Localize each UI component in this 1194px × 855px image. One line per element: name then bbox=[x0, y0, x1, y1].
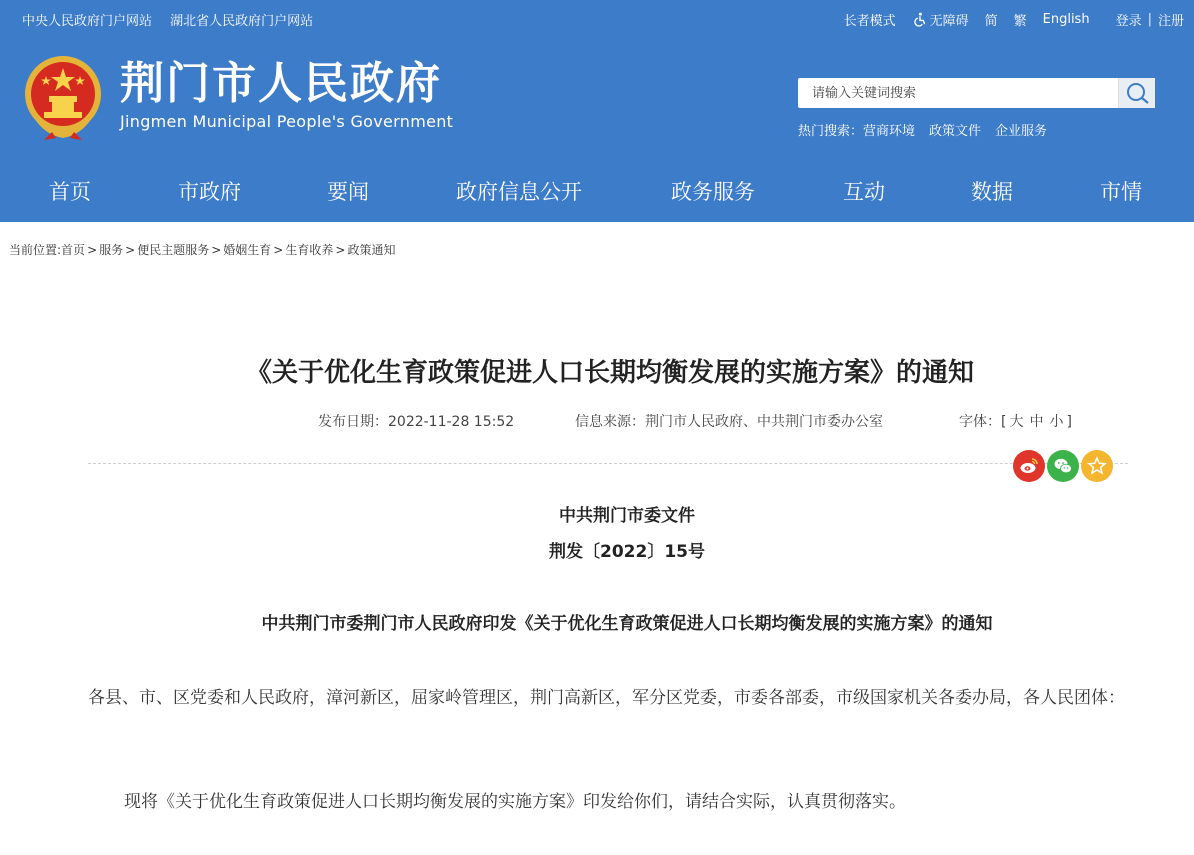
breadcrumb-separator: > bbox=[87, 243, 98, 257]
wechat-icon bbox=[1053, 456, 1073, 476]
breadcrumb-separator: > bbox=[335, 243, 346, 257]
title-divider bbox=[88, 463, 1128, 464]
main-nav bbox=[0, 168, 1194, 212]
site-title-english: Jingmen Municipal People's Government bbox=[120, 112, 454, 131]
favorite-button[interactable] bbox=[1081, 450, 1113, 482]
star-icon bbox=[1087, 456, 1107, 476]
font-size-large-button[interactable]: 大 bbox=[1009, 414, 1024, 430]
info-source: 信息来源：荆门市人民政府、中共荆门市委办公室 bbox=[575, 414, 883, 430]
article-paragraph: 现将《关于优化生育政策促进人口长期均衡发展的实施方案》印发给你们，请结合实际，认真贯彻落实。 bbox=[124, 792, 906, 812]
breadcrumb-separator: > bbox=[125, 243, 136, 257]
nav-item-interaction[interactable]: 互动 bbox=[843, 180, 885, 204]
login-register-separator: | bbox=[1147, 12, 1152, 27]
share-weibo-button[interactable] bbox=[1013, 450, 1045, 482]
link-central-gov[interactable]: 中央人民政府门户网站 bbox=[22, 14, 153, 29]
accessibility-icon bbox=[912, 12, 927, 27]
link-hubei-gov[interactable]: 湖北省人民政府门户网站 bbox=[170, 14, 314, 29]
nav-item-city-info[interactable]: 市情 bbox=[1100, 180, 1142, 204]
nav-item-data[interactable]: 数据 bbox=[971, 180, 1013, 204]
national-emblem-icon[interactable] bbox=[22, 54, 104, 140]
font-size-control bbox=[959, 411, 1072, 431]
breadcrumb-item[interactable]: 首页 bbox=[61, 243, 86, 257]
breadcrumb bbox=[9, 241, 395, 258]
nav-item-news[interactable]: 要闻 bbox=[327, 180, 369, 204]
topbar-links bbox=[22, 10, 327, 29]
breadcrumb-item[interactable]: 婚姻生育 bbox=[223, 243, 272, 257]
breadcrumb-item[interactable]: 政策通知 bbox=[347, 243, 396, 257]
english-link[interactable]: English bbox=[1042, 12, 1090, 27]
accessibility-label: 无障碍 bbox=[929, 14, 969, 29]
document-subtitle: 中共荆门市委荆门市人民政府印发《关于优化生育政策促进人口长期均衡发展的实施方案》的通知 bbox=[261, 614, 993, 634]
search-icon bbox=[1126, 82, 1150, 104]
register-link[interactable]: 注册 bbox=[1157, 14, 1184, 29]
breadcrumb-item[interactable]: 便民主题服务 bbox=[137, 243, 210, 257]
weibo-icon bbox=[1019, 456, 1039, 476]
breadcrumb-item[interactable]: 服务 bbox=[99, 243, 124, 257]
search-input[interactable] bbox=[798, 78, 1118, 108]
font-size-label: 字体：[ bbox=[959, 414, 1007, 430]
hot-search-label: 热门搜索： bbox=[798, 124, 864, 139]
font-size-medium-button[interactable]: 中 bbox=[1029, 414, 1044, 430]
font-size-small-button[interactable]: 小 bbox=[1049, 414, 1064, 430]
elder-mode-link[interactable]: 长者模式 bbox=[843, 14, 896, 29]
article-title: 《关于优化生育政策促进人口长期均衡发展的实施方案》的通知 bbox=[245, 358, 974, 388]
hot-search-item[interactable]: 营商环境 bbox=[863, 124, 916, 139]
hot-search-item[interactable]: 政策文件 bbox=[929, 124, 982, 139]
publish-date: 发布日期：2022-11-28 15:52 bbox=[318, 414, 515, 430]
breadcrumb-separator: > bbox=[273, 243, 284, 257]
site-header bbox=[0, 0, 1194, 222]
document-issuer: 中共荆门市委文件 bbox=[559, 506, 695, 526]
search-button[interactable] bbox=[1118, 78, 1155, 108]
breadcrumb-separator: > bbox=[211, 243, 222, 257]
breadcrumb-item[interactable]: 生育收养 bbox=[285, 243, 334, 257]
article-paragraph: 各县、市、区党委和人民政府，漳河新区，屈家岭管理区，荆门高新区，军分区党委，市委各部委，市级国家机关各委办局，各人民团体： bbox=[88, 688, 1125, 708]
login-link[interactable]: 登录 bbox=[1115, 14, 1142, 29]
traditional-chinese-link[interactable]: 繁 bbox=[1013, 14, 1027, 29]
nav-item-gov-services[interactable]: 政务服务 bbox=[671, 180, 755, 204]
hot-search-item[interactable]: 企业服务 bbox=[995, 124, 1048, 139]
document-number: 荆发〔2022〕15号 bbox=[549, 542, 705, 562]
breadcrumb-prefix: 当前位置: bbox=[9, 243, 62, 257]
share-wechat-button[interactable] bbox=[1047, 450, 1079, 482]
font-size-bracket: ] bbox=[1066, 414, 1072, 430]
simplified-chinese-link[interactable]: 简 bbox=[984, 14, 998, 29]
nav-item-home[interactable]: 首页 bbox=[49, 180, 91, 204]
site-title[interactable]: 荆门市人民政府 bbox=[120, 58, 442, 109]
hot-search bbox=[798, 120, 1047, 139]
search-box bbox=[798, 78, 1155, 108]
accessibility-link[interactable] bbox=[912, 10, 969, 29]
nav-item-city-government[interactable]: 市政府 bbox=[178, 180, 241, 204]
nav-item-info-disclosure[interactable]: 政府信息公开 bbox=[456, 180, 582, 204]
topbar-tools bbox=[844, 10, 1184, 29]
